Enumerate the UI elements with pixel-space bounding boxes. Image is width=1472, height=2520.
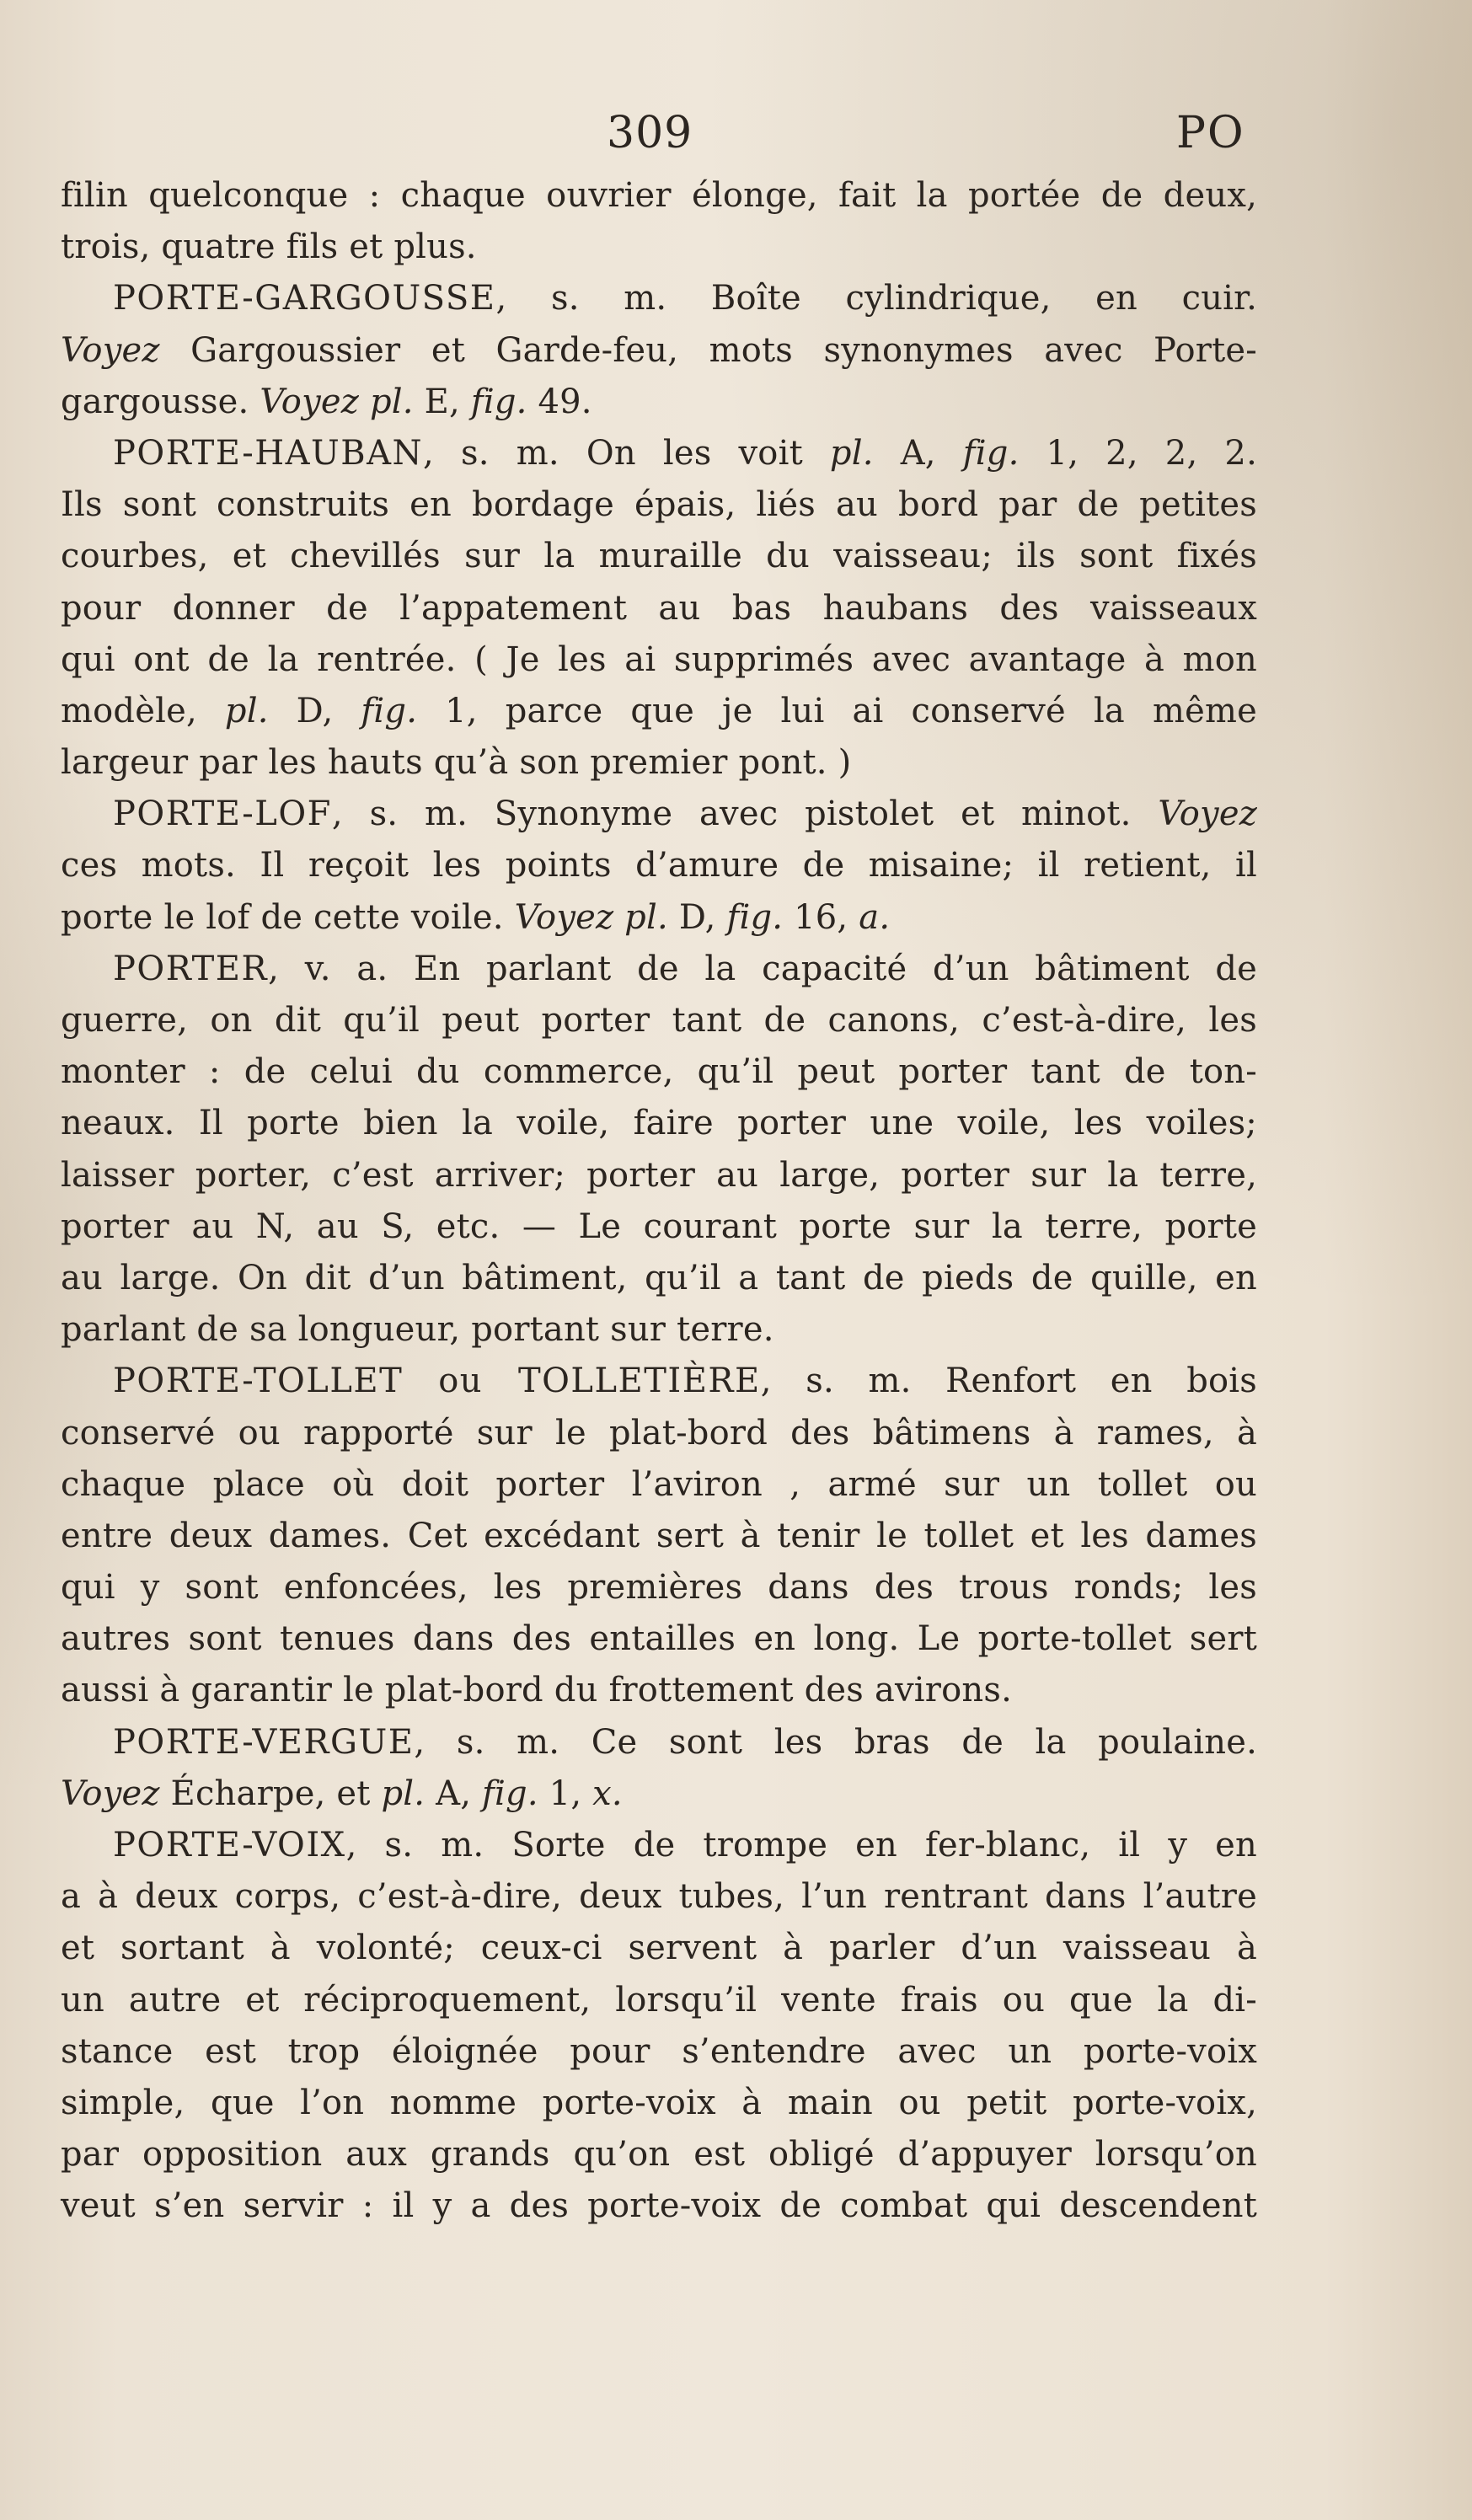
text-line [61,840,1257,891]
text-line [61,1923,1257,1974]
text-segment: chaque place où doit porter l’aviron , armé sur un tollet ou [61,1464,1257,1504]
italic-text: Voyez [61,1774,160,1813]
italic-text: Voyez [61,330,160,370]
text-line [61,377,1257,428]
text-segment: , s. m. On les voit [423,433,830,473]
page-number: 309 [607,108,693,158]
text-segment: Ils sont construits en bordage épais, liés au bord par de petites [61,485,1257,525]
italic-text: pl. [381,1774,426,1813]
text-line [61,1201,1257,1253]
text-segment: D, [268,691,361,730]
text-line [61,1253,1257,1304]
text-segment: , s. m. Renfort en bois [760,1362,1258,1401]
text-segment: 1, parce que je lui ai conservé la même [417,691,1257,730]
text-segment: qui y sont enfoncées, les premières dans des trous ronds; les [61,1568,1257,1608]
text-segment: A, [425,1774,483,1813]
text-segment: pour donner de l’appatement au bas haubans des vaisseaux [61,588,1257,628]
entry-headword: PORTE-VOIX [113,1826,346,1865]
text-line [61,995,1257,1046]
text-segment: neaux. Il porte bien la voile, faire porter une voile, les voiles; [61,1104,1257,1143]
entry-headword: PORTE-VERGUE [113,1722,415,1762]
italic-text: Voyez [1158,795,1257,834]
text-line [61,1768,1257,1820]
text-line [61,2129,1257,2180]
text-segment: un autre et réciproquement, lorsqu’il vente frais ou que la di- [61,1980,1257,2020]
text-segment: stance est trop éloignée pour s’entendre avec un porte-voix [61,2031,1257,2071]
text-line [61,1820,1257,1871]
text-line [61,1304,1257,1356]
text-line [61,2026,1257,2078]
text-segment: simple, que l’on nomme porte-voix à main ou petit porte-voix, [61,2083,1257,2122]
text-line [61,170,1257,222]
text-line [61,1562,1257,1613]
text-segment: aussi à garantir le plat-bord du frottement des avirons. [61,1671,1012,1710]
text-line [61,2078,1257,2129]
text-segment: porte le lof de cette voile. [61,897,515,937]
text-segment: 1, 2, 2, 2. [1019,433,1257,473]
text-segment: guerre, on dit qu’il peut porter tant de canons, c’est-à-dire, les [61,1001,1257,1040]
text-segment: E, [413,382,471,421]
italic-text: Voyez pl. [514,897,668,937]
text-segment: , s. m. Ce sont les bras de la poulaine. [414,1722,1257,1762]
text-segment: qui ont de la rentrée. ( Je les ai supprimés avec avantage à mon [61,639,1257,679]
text-segment: , s. m. Boîte cylindrique, en cuir. [495,279,1257,318]
text-segment: autres sont tenues dans des entailles en long. Le porte-tollet sert [61,1619,1257,1659]
text-segment: Écharpe, et [159,1774,382,1813]
text-segment: laisser porter, c’est arriver; porter au large, porter sur la terre, [61,1155,1257,1195]
text-line [61,1356,1257,1407]
italic-text: fig. [726,897,784,937]
text-segment: , s. m. Sorte de trompe en fer-blanc, il y en [345,1826,1257,1865]
text-line [61,1408,1257,1459]
text-line [61,1046,1257,1098]
text-line [61,479,1257,531]
italic-text: Voyez pl. [260,382,414,421]
text-segment: porter au N, au S, etc. — Le courant porte sur la terre, porte [61,1206,1257,1246]
italic-text: fig. [470,382,527,421]
text-segment: gargousse. [61,382,260,421]
italic-text: pl. [224,691,269,730]
text-line [61,2180,1257,2232]
text-segment: trois, quatre fils et plus. [61,227,477,267]
text-line [61,325,1257,377]
text-segment: veut s’en servir : il y a des porte-voix de combat qui descendent [61,2186,1257,2226]
italic-text: pl. [829,433,874,473]
running-head: PO [1176,108,1245,158]
text-line [61,1613,1257,1665]
text-line [61,531,1257,582]
text-segment: Gargoussier et Garde-feu, mots synonymes avec Porte- [159,330,1257,370]
text-segment: 1, [538,1774,593,1813]
text-segment: largeur par les hauts qu’à son premier pont. ) [61,743,852,783]
italic-text: fig. [962,433,1020,473]
text-line [61,1511,1257,1562]
italic-text: a. [859,897,891,937]
text-segment: parlant de sa longueur, portant sur terre. [61,1310,774,1350]
text-line [61,1717,1257,1768]
text-segment: a à deux corps, c’est-à-dire, deux tubes, l’un rentrant dans l’autre [61,1877,1257,1917]
text-segment: entre deux dames. Cet excédant sert à tenir le tollet et les dames [61,1516,1257,1555]
text-line [61,222,1257,273]
text-segment: A, [873,433,963,473]
text-line [61,583,1257,634]
text-segment: monter : de celui du commerce, qu’il peut porter tant de ton- [61,1052,1257,1092]
italic-text: fig. [482,1774,538,1813]
text-body [61,170,1257,2233]
text-segment: , v. a. En parlant de la capacité d’un bâtiment de [268,949,1257,988]
page-header [0,108,1472,167]
text-line [61,1665,1257,1716]
text-segment: , s. m. Synonyme avec pistolet et minot. [331,795,1159,834]
text-segment: modèle, [61,691,225,730]
text-line [61,273,1257,324]
text-line [61,634,1257,686]
text-segment: 16, [783,897,859,937]
text-line [61,944,1257,995]
text-segment: conservé ou rapporté sur le plat-bord des bâtimens à rames, à [61,1413,1257,1453]
text-segment: 49. [527,382,592,421]
text-line [61,892,1257,944]
text-segment: ces mots. Il reçoit les points d’amure de misaine; il retient, il [61,846,1257,885]
entry-headword: PORTE-GARGOUSSE [113,279,496,318]
text-line [61,686,1257,737]
text-segment: courbes, et chevillés sur la muraille du vaisseau; ils sont fixés [61,537,1257,576]
entry-headword: PORTER [113,949,269,988]
text-line [61,1975,1257,2026]
entry-headword: PORTE-HAUBAN [113,433,424,473]
text-segment: par opposition aux grands qu’on est obligé d’appuyer lorsqu’on [61,2135,1257,2175]
text-segment: D, [667,897,727,937]
text-line [61,789,1257,840]
text-line [61,737,1257,789]
text-line [61,428,1257,479]
text-segment: filin quelconque : chaque ouvrier élonge, fait la portée de deux, [61,176,1257,215]
text-line [61,1871,1257,1923]
text-line [61,1098,1257,1149]
entry-headword: PORTE-TOLLET ou TOLLETIÈRE [113,1362,761,1401]
italic-text: fig. [361,691,418,730]
italic-text: x. [592,1774,623,1813]
text-segment: et sortant à volonté; ceux-ci servent à parler d’un vaisseau à [61,1929,1257,1968]
entry-headword: PORTE-LOF [113,795,332,834]
text-segment: au large. On dit d’un bâtiment, qu’il a tant de pieds de quille, en [61,1258,1257,1297]
text-line [61,1459,1257,1511]
text-line [61,1150,1257,1201]
